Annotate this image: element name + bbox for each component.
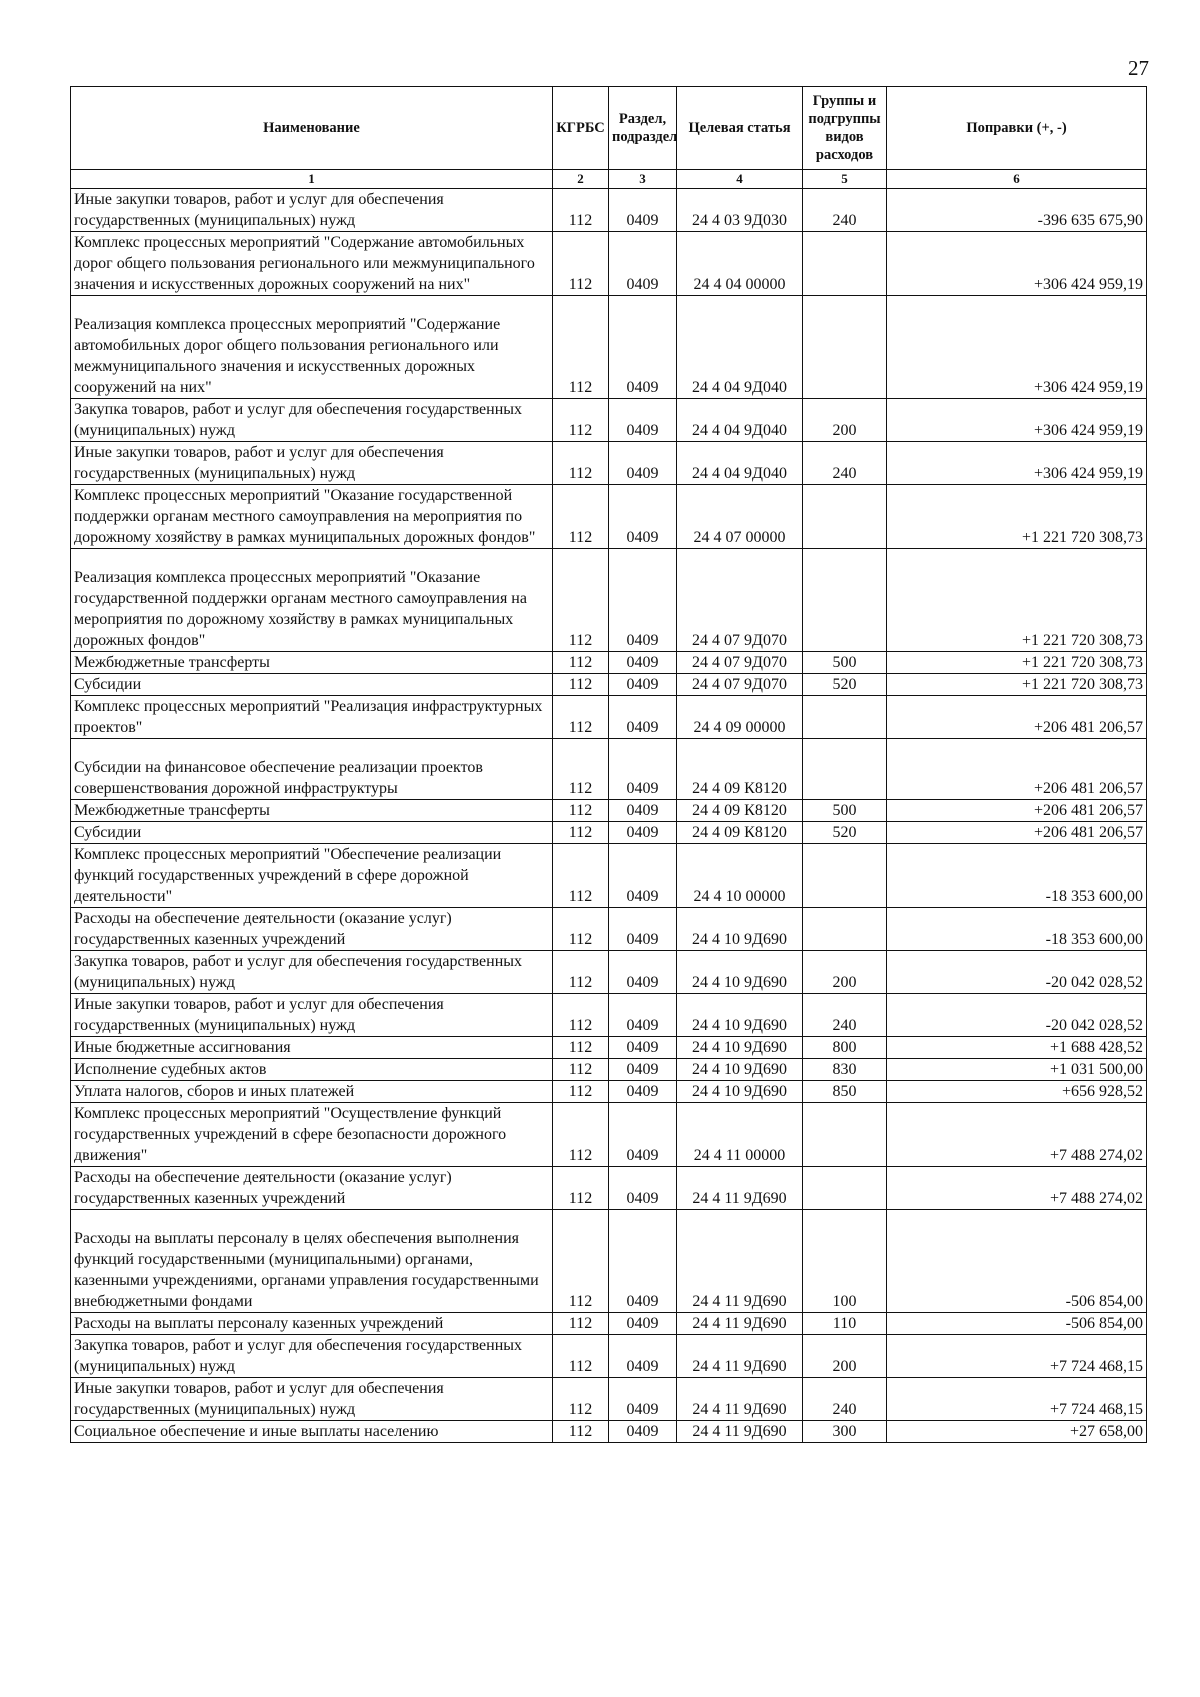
row-razdel-cell: 0409 <box>609 674 677 696</box>
row-razdel-cell: 0409 <box>609 1378 677 1421</box>
row-razdel-cell: 0409 <box>609 399 677 442</box>
row-target-article-cell: 24 4 10 9Д690 <box>677 951 803 994</box>
table-row <box>71 1421 1147 1443</box>
table-row <box>71 800 1147 822</box>
table-row <box>71 994 1147 1037</box>
row-name-cell: Иные закупки товаров, работ и услуг для обеспечения государственных (муниципальных) нужд <box>71 442 553 485</box>
row-razdel-cell: 0409 <box>609 549 677 652</box>
column-number: 3 <box>609 170 677 189</box>
table-row <box>71 399 1147 442</box>
row-expense-group-cell <box>803 1167 887 1210</box>
row-target-article-cell: 24 4 11 9Д690 <box>677 1421 803 1443</box>
row-name-cell: Реализация комплекса процессных мероприятий "Содержание автомобильных дорог общего пользования регионального или межмуниципального значения и искусственных дорожных сооружений на них" <box>71 296 553 399</box>
row-razdel-cell: 0409 <box>609 1059 677 1081</box>
row-name-cell: Субсидии на финансовое обеспечение реализации проектов совершенствования дорожной инфраструктуры <box>71 739 553 800</box>
row-amount-cell: +656 928,52 <box>887 1081 1147 1103</box>
row-name-cell: Комплекс процессных мероприятий "Осуществление функций государственных учреждений в сфере безопасности дорожного движения" <box>71 1103 553 1167</box>
row-amount-cell: -396 635 675,90 <box>887 189 1147 232</box>
row-kgrbs-cell: 112 <box>553 189 609 232</box>
row-target-article-cell: 24 4 09 00000 <box>677 696 803 739</box>
row-expense-group-cell: 240 <box>803 442 887 485</box>
row-target-article-cell: 24 4 07 9Д070 <box>677 549 803 652</box>
row-target-article-cell: 24 4 11 9Д690 <box>677 1210 803 1313</box>
row-razdel-cell: 0409 <box>609 232 677 296</box>
row-name-cell: Иные закупки товаров, работ и услуг для обеспечения государственных (муниципальных) нужд <box>71 994 553 1037</box>
row-expense-group-cell: 850 <box>803 1081 887 1103</box>
table-row <box>71 844 1147 908</box>
row-name-cell: Субсидии <box>71 822 553 844</box>
table-row <box>71 1210 1147 1313</box>
row-name-cell: Уплата налогов, сборов и иных платежей <box>71 1081 553 1103</box>
row-amount-cell: +1 031 500,00 <box>887 1059 1147 1081</box>
table-row <box>71 1378 1147 1421</box>
row-razdel-cell: 0409 <box>609 1037 677 1059</box>
row-razdel-cell: 0409 <box>609 822 677 844</box>
row-expense-group-cell: 520 <box>803 822 887 844</box>
row-razdel-cell: 0409 <box>609 296 677 399</box>
row-amount-cell: +306 424 959,19 <box>887 399 1147 442</box>
table-row <box>71 951 1147 994</box>
row-razdel-cell: 0409 <box>609 485 677 549</box>
row-expense-group-cell: 240 <box>803 1378 887 1421</box>
row-target-article-cell: 24 4 07 9Д070 <box>677 674 803 696</box>
row-target-article-cell: 24 4 07 00000 <box>677 485 803 549</box>
row-name-cell: Комплекс процессных мероприятий "Содержание автомобильных дорог общего пользования регионального или межмуниципального значения и искусственных дорожных сооружений на них" <box>71 232 553 296</box>
row-amount-cell: +1 688 428,52 <box>887 1037 1147 1059</box>
row-amount-cell: +306 424 959,19 <box>887 442 1147 485</box>
row-name-cell: Закупка товаров, работ и услуг для обеспечения государственных (муниципальных) нужд <box>71 951 553 994</box>
table-row <box>71 189 1147 232</box>
row-target-article-cell: 24 4 03 9Д030 <box>677 189 803 232</box>
row-expense-group-cell <box>803 844 887 908</box>
row-expense-group-cell: 500 <box>803 652 887 674</box>
row-kgrbs-cell: 112 <box>553 739 609 800</box>
row-kgrbs-cell: 112 <box>553 399 609 442</box>
page-number: 27 <box>1128 56 1149 80</box>
row-target-article-cell: 24 4 11 9Д690 <box>677 1167 803 1210</box>
row-amount-cell: +206 481 206,57 <box>887 822 1147 844</box>
row-target-article-cell: 24 4 11 9Д690 <box>677 1378 803 1421</box>
table-row <box>71 296 1147 399</box>
table-row <box>71 696 1147 739</box>
row-target-article-cell: 24 4 04 9Д040 <box>677 442 803 485</box>
row-razdel-cell: 0409 <box>609 1103 677 1167</box>
table-row <box>71 1059 1147 1081</box>
row-expense-group-cell: 830 <box>803 1059 887 1081</box>
row-target-article-cell: 24 4 10 9Д690 <box>677 908 803 951</box>
row-razdel-cell: 0409 <box>609 1081 677 1103</box>
header-kgrbs: КГРБС <box>553 87 609 170</box>
row-kgrbs-cell: 112 <box>553 822 609 844</box>
row-name-cell: Исполнение судебных актов <box>71 1059 553 1081</box>
table-row <box>71 442 1147 485</box>
row-expense-group-cell: 300 <box>803 1421 887 1443</box>
row-kgrbs-cell: 112 <box>553 296 609 399</box>
row-razdel-cell: 0409 <box>609 442 677 485</box>
row-kgrbs-cell: 112 <box>553 951 609 994</box>
table-row <box>71 652 1147 674</box>
row-razdel-cell: 0409 <box>609 739 677 800</box>
row-name-cell: Комплекс процессных мероприятий "Реализация инфраструктурных проектов" <box>71 696 553 739</box>
row-expense-group-cell: 500 <box>803 800 887 822</box>
row-expense-group-cell: 520 <box>803 674 887 696</box>
row-razdel-cell: 0409 <box>609 1210 677 1313</box>
row-target-article-cell: 24 4 09 К8120 <box>677 800 803 822</box>
row-expense-group-cell <box>803 908 887 951</box>
row-amount-cell: +1 221 720 308,73 <box>887 674 1147 696</box>
row-razdel-cell: 0409 <box>609 951 677 994</box>
row-target-article-cell: 24 4 11 9Д690 <box>677 1335 803 1378</box>
column-number: 5 <box>803 170 887 189</box>
row-target-article-cell: 24 4 10 9Д690 <box>677 1059 803 1081</box>
row-amount-cell: -20 042 028,52 <box>887 994 1147 1037</box>
row-amount-cell: -506 854,00 <box>887 1210 1147 1313</box>
row-kgrbs-cell: 112 <box>553 1210 609 1313</box>
row-amount-cell: +206 481 206,57 <box>887 696 1147 739</box>
header-row <box>71 87 1147 170</box>
row-name-cell: Закупка товаров, работ и услуг для обеспечения государственных (муниципальных) нужд <box>71 1335 553 1378</box>
header-razdel: Раздел, подраздел <box>609 87 677 170</box>
row-expense-group-cell <box>803 696 887 739</box>
row-amount-cell: +306 424 959,19 <box>887 232 1147 296</box>
row-kgrbs-cell: 112 <box>553 652 609 674</box>
row-razdel-cell: 0409 <box>609 652 677 674</box>
table-row <box>71 1103 1147 1167</box>
row-amount-cell: -18 353 600,00 <box>887 844 1147 908</box>
row-amount-cell: +1 221 720 308,73 <box>887 549 1147 652</box>
table-row <box>71 232 1147 296</box>
row-kgrbs-cell: 112 <box>553 1378 609 1421</box>
row-razdel-cell: 0409 <box>609 800 677 822</box>
row-target-article-cell: 24 4 09 К8120 <box>677 739 803 800</box>
row-amount-cell: -506 854,00 <box>887 1313 1147 1335</box>
row-amount-cell: +7 488 274,02 <box>887 1103 1147 1167</box>
row-expense-group-cell <box>803 1103 887 1167</box>
row-kgrbs-cell: 112 <box>553 696 609 739</box>
row-kgrbs-cell: 112 <box>553 232 609 296</box>
row-razdel-cell: 0409 <box>609 908 677 951</box>
row-amount-cell: +7 724 468,15 <box>887 1335 1147 1378</box>
table-row <box>71 1335 1147 1378</box>
row-kgrbs-cell: 112 <box>553 800 609 822</box>
row-expense-group-cell <box>803 232 887 296</box>
row-expense-group-cell <box>803 739 887 800</box>
header-amendments: Поправки (+, -) <box>887 87 1147 170</box>
row-kgrbs-cell: 112 <box>553 994 609 1037</box>
row-razdel-cell: 0409 <box>609 994 677 1037</box>
table-row <box>71 1167 1147 1210</box>
row-name-cell: Расходы на выплаты персоналу в целях обеспечения выполнения функций государственными (муниципальными) органами, казенными учреждениями, органами управления государственными внебюджетными фондами <box>71 1210 553 1313</box>
row-name-cell: Комплекс процессных мероприятий "Оказание государственной поддержки органам местного самоуправления на мероприятия по дорожному хозяйству в рамках муниципальных дорожных фондов" <box>71 485 553 549</box>
table-row <box>71 674 1147 696</box>
column-number: 4 <box>677 170 803 189</box>
row-target-article-cell: 24 4 04 00000 <box>677 232 803 296</box>
row-target-article-cell: 24 4 07 9Д070 <box>677 652 803 674</box>
row-amount-cell: +1 221 720 308,73 <box>887 652 1147 674</box>
header-name: Наименование <box>71 87 553 170</box>
header-target-article: Целевая статья <box>677 87 803 170</box>
row-kgrbs-cell: 112 <box>553 1037 609 1059</box>
row-target-article-cell: 24 4 11 9Д690 <box>677 1313 803 1335</box>
row-razdel-cell: 0409 <box>609 1167 677 1210</box>
row-razdel-cell: 0409 <box>609 1335 677 1378</box>
row-razdel-cell: 0409 <box>609 189 677 232</box>
table-row <box>71 822 1147 844</box>
column-number-row <box>71 170 1147 189</box>
row-name-cell: Комплекс процессных мероприятий "Обеспечение реализации функций государственных учреждений в сфере дорожной деятельности" <box>71 844 553 908</box>
column-number: 1 <box>71 170 553 189</box>
table-row <box>71 739 1147 800</box>
row-expense-group-cell: 200 <box>803 1335 887 1378</box>
row-kgrbs-cell: 112 <box>553 844 609 908</box>
table-body <box>71 189 1147 1443</box>
row-kgrbs-cell: 112 <box>553 549 609 652</box>
row-expense-group-cell: 200 <box>803 399 887 442</box>
row-kgrbs-cell: 112 <box>553 1421 609 1443</box>
row-razdel-cell: 0409 <box>609 1313 677 1335</box>
table-row <box>71 1081 1147 1103</box>
row-kgrbs-cell: 112 <box>553 674 609 696</box>
row-target-article-cell: 24 4 10 9Д690 <box>677 994 803 1037</box>
row-kgrbs-cell: 112 <box>553 1335 609 1378</box>
row-kgrbs-cell: 112 <box>553 908 609 951</box>
row-kgrbs-cell: 112 <box>553 1167 609 1210</box>
row-kgrbs-cell: 112 <box>553 442 609 485</box>
row-target-article-cell: 24 4 04 9Д040 <box>677 399 803 442</box>
row-expense-group-cell: 110 <box>803 1313 887 1335</box>
row-amount-cell: -18 353 600,00 <box>887 908 1147 951</box>
row-amount-cell: +206 481 206,57 <box>887 739 1147 800</box>
table-row <box>71 908 1147 951</box>
row-amount-cell: +1 221 720 308,73 <box>887 485 1147 549</box>
row-razdel-cell: 0409 <box>609 696 677 739</box>
row-expense-group-cell: 800 <box>803 1037 887 1059</box>
row-name-cell: Субсидии <box>71 674 553 696</box>
row-target-article-cell: 24 4 09 К8120 <box>677 822 803 844</box>
row-target-article-cell: 24 4 11 00000 <box>677 1103 803 1167</box>
row-name-cell: Расходы на обеспечение деятельности (оказание услуг) государственных казенных учреждений <box>71 908 553 951</box>
row-amount-cell: +206 481 206,57 <box>887 800 1147 822</box>
row-target-article-cell: 24 4 10 00000 <box>677 844 803 908</box>
row-name-cell: Социальное обеспечение и иные выплаты населению <box>71 1421 553 1443</box>
row-kgrbs-cell: 112 <box>553 1081 609 1103</box>
row-name-cell: Закупка товаров, работ и услуг для обеспечения государственных (муниципальных) нужд <box>71 399 553 442</box>
row-expense-group-cell: 200 <box>803 951 887 994</box>
column-number: 2 <box>553 170 609 189</box>
row-expense-group-cell <box>803 296 887 399</box>
row-expense-group-cell <box>803 485 887 549</box>
row-razdel-cell: 0409 <box>609 1421 677 1443</box>
table-row <box>71 485 1147 549</box>
row-kgrbs-cell: 112 <box>553 1313 609 1335</box>
header-expense-group: Группы и подгруппы видов расходов <box>803 87 887 170</box>
row-razdel-cell: 0409 <box>609 844 677 908</box>
row-target-article-cell: 24 4 10 9Д690 <box>677 1037 803 1059</box>
row-amount-cell: +7 724 468,15 <box>887 1378 1147 1421</box>
row-kgrbs-cell: 112 <box>553 485 609 549</box>
row-kgrbs-cell: 112 <box>553 1059 609 1081</box>
row-amount-cell: -20 042 028,52 <box>887 951 1147 994</box>
row-expense-group-cell: 240 <box>803 189 887 232</box>
row-target-article-cell: 24 4 10 9Д690 <box>677 1081 803 1103</box>
row-kgrbs-cell: 112 <box>553 1103 609 1167</box>
row-amount-cell: +306 424 959,19 <box>887 296 1147 399</box>
row-name-cell: Иные бюджетные ассигнования <box>71 1037 553 1059</box>
row-amount-cell: +27 658,00 <box>887 1421 1147 1443</box>
row-amount-cell: +7 488 274,02 <box>887 1167 1147 1210</box>
row-expense-group-cell: 100 <box>803 1210 887 1313</box>
table-row <box>71 1037 1147 1059</box>
table-row <box>71 1313 1147 1335</box>
column-number: 6 <box>887 170 1147 189</box>
row-name-cell: Реализация комплекса процессных мероприятий "Оказание государственной поддержки органам местного самоуправления на мероприятия по дорожному хозяйству в рамках муниципальных дорожных фондов" <box>71 549 553 652</box>
budget-amendments-table <box>70 86 1147 1443</box>
table-row <box>71 549 1147 652</box>
row-name-cell: Иные закупки товаров, работ и услуг для обеспечения государственных (муниципальных) нужд <box>71 189 553 232</box>
row-name-cell: Межбюджетные трансферты <box>71 652 553 674</box>
row-name-cell: Межбюджетные трансферты <box>71 800 553 822</box>
row-name-cell: Расходы на обеспечение деятельности (оказание услуг) государственных казенных учреждений <box>71 1167 553 1210</box>
row-expense-group-cell <box>803 549 887 652</box>
row-target-article-cell: 24 4 04 9Д040 <box>677 296 803 399</box>
row-name-cell: Иные закупки товаров, работ и услуг для обеспечения государственных (муниципальных) нужд <box>71 1378 553 1421</box>
row-expense-group-cell: 240 <box>803 994 887 1037</box>
row-name-cell: Расходы на выплаты персоналу казенных учреждений <box>71 1313 553 1335</box>
